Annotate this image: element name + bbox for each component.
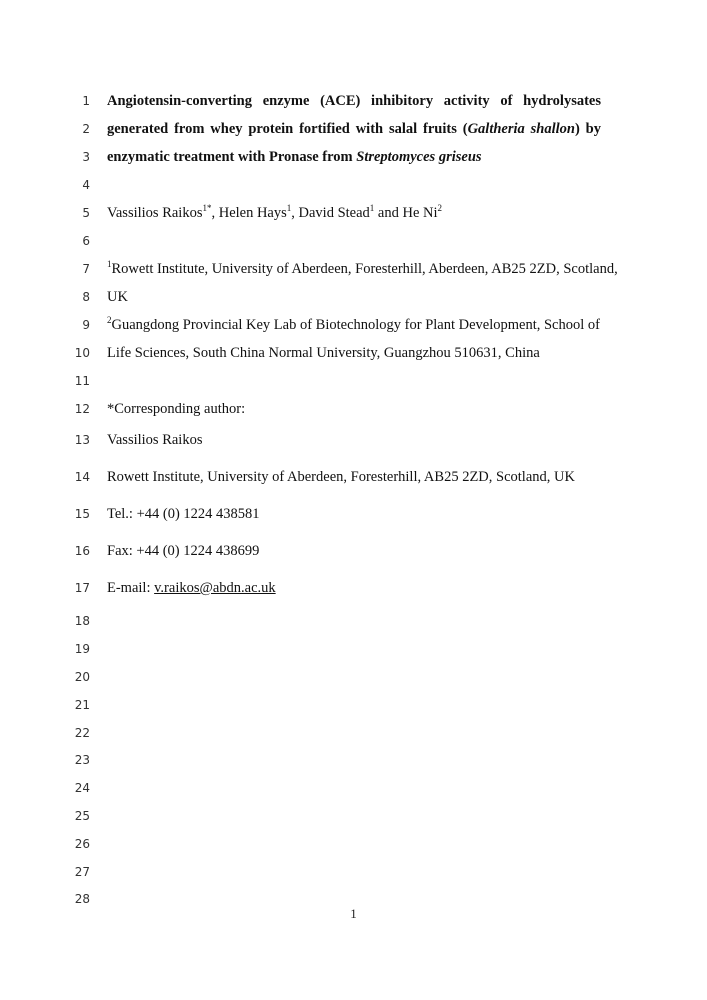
title-text: ) by — [574, 121, 602, 137]
line-number: 19 — [74, 642, 90, 656]
affiliation-2-line-1 — [107, 316, 600, 334]
line-number: 13 — [74, 433, 90, 447]
title-species: Galtheria shallon — [467, 121, 575, 137]
corresponding-heading: *Corresponding author: — [107, 401, 246, 417]
title-line-2 — [107, 120, 601, 138]
corresponding-fax: Fax: +44 (0) 1224 438699 — [107, 543, 260, 559]
line-number: 15 — [74, 507, 90, 521]
page-number: 1 — [350, 906, 357, 921]
author-name: Vassilios Raikos — [107, 205, 203, 221]
line-number: 4 — [82, 178, 90, 192]
author-list — [107, 204, 442, 222]
author-name: David Stead — [298, 205, 370, 221]
title-species: Streptomyces griseus — [356, 149, 482, 165]
line-number: 2 — [82, 122, 90, 136]
line-number: 22 — [74, 726, 90, 740]
corresponding-email — [107, 579, 276, 597]
line-number: 1 — [82, 94, 90, 108]
line-number: 23 — [74, 753, 90, 767]
affiliation-text: Guangdong Provincial Key Lab of Biotechnology for Plant Development, School of — [111, 317, 600, 333]
title-line-1 — [107, 92, 601, 110]
affiliation-text: Life Sciences, South China Normal University, Guangzhou 510631, China — [107, 345, 540, 361]
affiliation-mark: 2 — [107, 315, 112, 326]
title-line-3 — [107, 148, 482, 166]
author-separator: and — [374, 205, 403, 221]
line-number: 24 — [74, 781, 90, 795]
author-name: Helen Hays — [218, 205, 287, 221]
author-affiliation-mark: 1* — [202, 203, 212, 214]
affiliation-2-line-2 — [107, 344, 540, 362]
affiliation-1-line-1 — [107, 260, 618, 278]
line-number: 16 — [74, 544, 90, 558]
line-number: 5 — [82, 206, 90, 220]
line-number: 8 — [82, 290, 90, 304]
line-number: 18 — [74, 614, 90, 628]
author-affiliation-mark: 1 — [286, 203, 292, 214]
line-number: 6 — [82, 234, 90, 248]
email-link[interactable]: v.raikos@abdn.ac.uk — [154, 580, 276, 596]
line-number: 26 — [74, 837, 90, 851]
affiliation-text: Rowett Institute, University of Aberdeen, Foresterhill, Aberdeen, AB25 2ZD, Scotland, — [111, 261, 618, 277]
affiliation-1-line-2 — [107, 288, 128, 306]
line-number: 11 — [74, 374, 90, 388]
author-separator: , — [211, 205, 219, 221]
author-affiliation-mark: 2 — [437, 203, 443, 214]
line-number: 27 — [74, 865, 90, 879]
line-number: 3 — [82, 150, 90, 164]
line-number: 20 — [74, 670, 90, 684]
title-text: generated from whey protein fortified with salal fruits ( — [107, 121, 468, 137]
line-number: 28 — [74, 892, 90, 906]
line-number: 7 — [82, 262, 90, 276]
corresponding-name: Vassilios Raikos — [107, 432, 203, 448]
author-separator: , — [291, 205, 299, 221]
author-name: He Ni — [402, 205, 438, 221]
line-number: 14 — [74, 470, 90, 484]
line-number: 25 — [74, 809, 90, 823]
line-number: 9 — [82, 318, 90, 332]
line-number: 10 — [74, 346, 90, 360]
email-label: E-mail: — [107, 580, 155, 596]
affiliation-text: UK — [107, 289, 128, 305]
corresponding-address: Rowett Institute, University of Aberdeen, Foresterhill, AB25 2ZD, Scotland, UK — [107, 469, 575, 485]
title-text: Angiotensin-converting enzyme (ACE) inhibitory activity of hydrolysates — [107, 93, 601, 109]
author-affiliation-mark: 1 — [369, 203, 375, 214]
corresponding-phone: Tel.: +44 (0) 1224 438581 — [107, 506, 260, 522]
affiliation-mark: 1 — [107, 259, 112, 270]
title-text: enzymatic treatment with Pronase from — [107, 149, 357, 165]
line-number: 12 — [74, 402, 90, 416]
line-number: 21 — [74, 698, 90, 712]
line-number: 17 — [74, 581, 90, 595]
